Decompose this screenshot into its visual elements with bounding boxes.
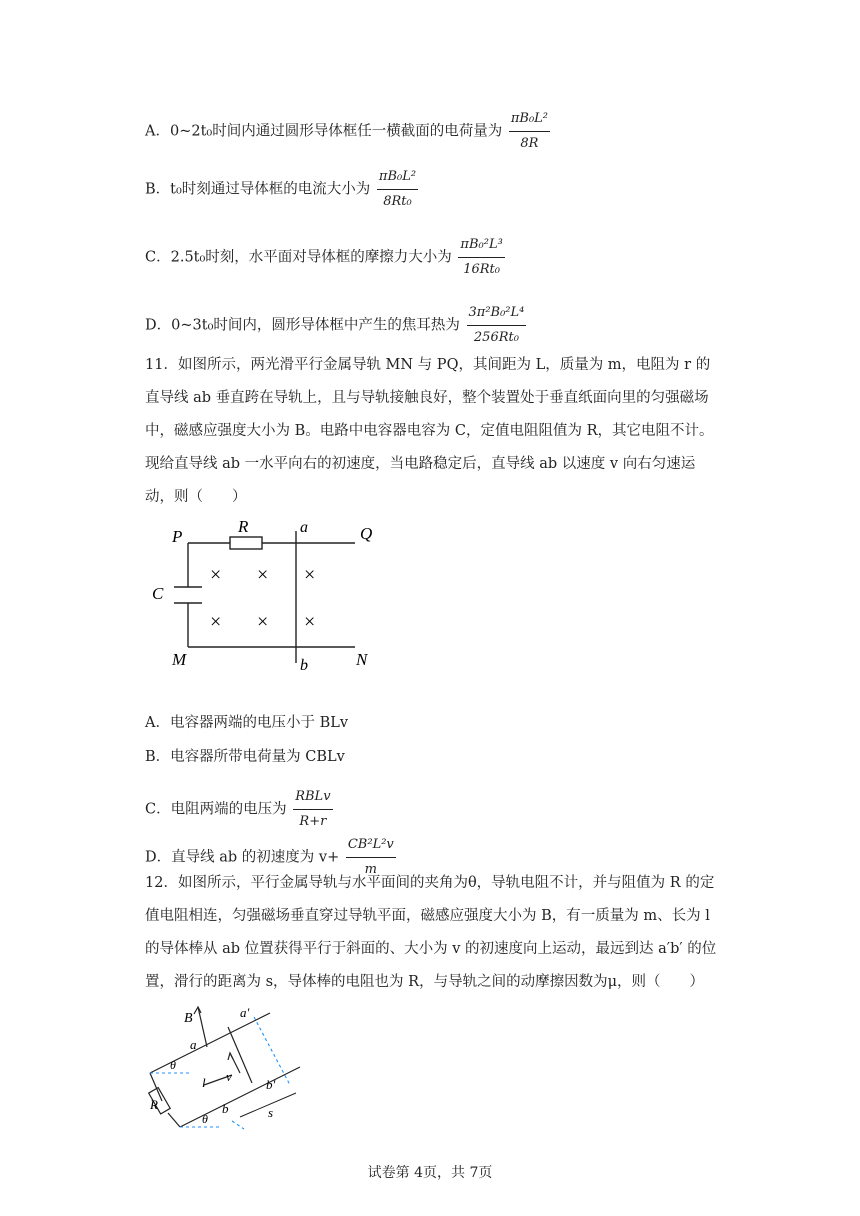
label-p: P: [172, 527, 183, 546]
label-v: v: [226, 1069, 232, 1084]
label-m: M: [172, 650, 187, 669]
field-cross: ×: [257, 611, 269, 633]
label-theta: θ: [170, 1058, 176, 1072]
label-a-prime: a′: [240, 1005, 250, 1020]
q10-option-c: C．2.5t₀时刻，水平面对导体框的摩擦力大小为 $\frac{\text{πB₀²L³}}{\text{16Rt₀}}$: [145, 234, 505, 281]
q12-stem: 12．如图所示，平行金属导轨与水平面间的夹角为θ，导轨电阻不计，并与阻值为 R 的定值电阻相连，匀强磁场垂直穿过导轨平面，磁感应强度大小为 B，有一质量为 m、长为 l 的导体棒从 ab 位置获得平行于斜面的、大小为 v 的初速度向上运动，最远到达 a′b′ 的位置，滑行的距离为 s，导体棒的电阻也为 R，与导轨之间的动摩擦因数为μ，则（ ）: [145, 875, 717, 990]
fraction: $\frac{\text{πB₀²L³}}{\text{16Rt₀}}$: [458, 234, 504, 281]
fraction: $\frac{\text{πB₀L²}}{\text{8Rt₀}}$: [377, 166, 418, 213]
q11-option-c: C．电阻两端的电压为 $\frac{\text{RBLv}}{R+r}$: [145, 786, 333, 833]
label-a: a: [300, 519, 308, 536]
label-b-prime: b′: [266, 1077, 276, 1092]
field-cross: ×: [304, 611, 316, 633]
label-theta: θ: [202, 1112, 208, 1126]
fraction: $\frac{\text{RBLv}}{R+r}$: [293, 786, 332, 833]
label-b-field: B: [184, 1011, 193, 1026]
q11-circuit-figure: [140, 515, 400, 680]
label-r: R: [238, 517, 249, 536]
label-l: l: [202, 1075, 206, 1090]
fraction: $\frac{\text{πB₀L²}}{8R}$: [509, 108, 550, 155]
label-q: Q: [360, 524, 373, 543]
label-a: a: [190, 1037, 197, 1052]
label-b: b: [222, 1101, 229, 1116]
label-r: R: [150, 1097, 158, 1112]
label-c: C: [152, 584, 164, 603]
q12-incline-figure: [140, 1005, 315, 1135]
field-cross: ×: [304, 564, 316, 586]
field-cross: ×: [257, 564, 269, 586]
field-cross: ×: [210, 611, 222, 633]
q11-option-d: D．直导线 ab 的初速度为 v+ $\frac{\text{CB²L²v}}{m}$: [145, 834, 396, 881]
label-n: N: [356, 650, 368, 669]
field-cross: ×: [210, 564, 222, 586]
q10-option-d: D．0~3t₀时间内，圆形导体框中产生的焦耳热为 $\frac{\text{3π²B₀²L⁴}}{\text{256Rt₀}}$: [145, 302, 526, 349]
fraction: $\frac{\text{3π²B₀²L⁴}}{\text{256Rt₀}}$: [467, 302, 527, 349]
q11-stem: 11．如图所示，两光滑平行金属导轨 MN 与 PQ，其间距为 L，质量为 m，电阻为 r 的直导线 ab 垂直跨在导轨上，且与导轨接触良好，整个装置处于垂直纸面向里的匀强磁场中，磁感应强度大小为 B。电路中电容器电容为 C，定值电阻阻值为 R，其它电阻不计。现给直导线 ab 一水平向右的初速度，当电路稳定后，直导线 ab 以速度 v 向右匀速运动，则（ ）: [145, 357, 714, 505]
q11-option-a: A．电容器两端的电压小于 BLv: [145, 715, 349, 731]
label-s: s: [268, 1105, 274, 1120]
q11-option-b: B．电容器所带电荷量为 CBLv: [145, 749, 345, 765]
page-footer: 试卷第 4页，共 7页: [367, 1165, 493, 1181]
q10-option-a: A．0~2t₀时间内通过圆形导体框任一横截面的电荷量为 $\frac{\text{πB₀L²}}{8R}$: [145, 108, 550, 155]
fraction: $\frac{\text{CB²L²v}}{m}$: [346, 834, 396, 881]
q10-option-b: B．t₀时刻通过导体框的电流大小为 $\frac{\text{πB₀L²}}{\text{8Rt₀}}$: [145, 166, 418, 213]
label-b: b: [300, 657, 308, 674]
